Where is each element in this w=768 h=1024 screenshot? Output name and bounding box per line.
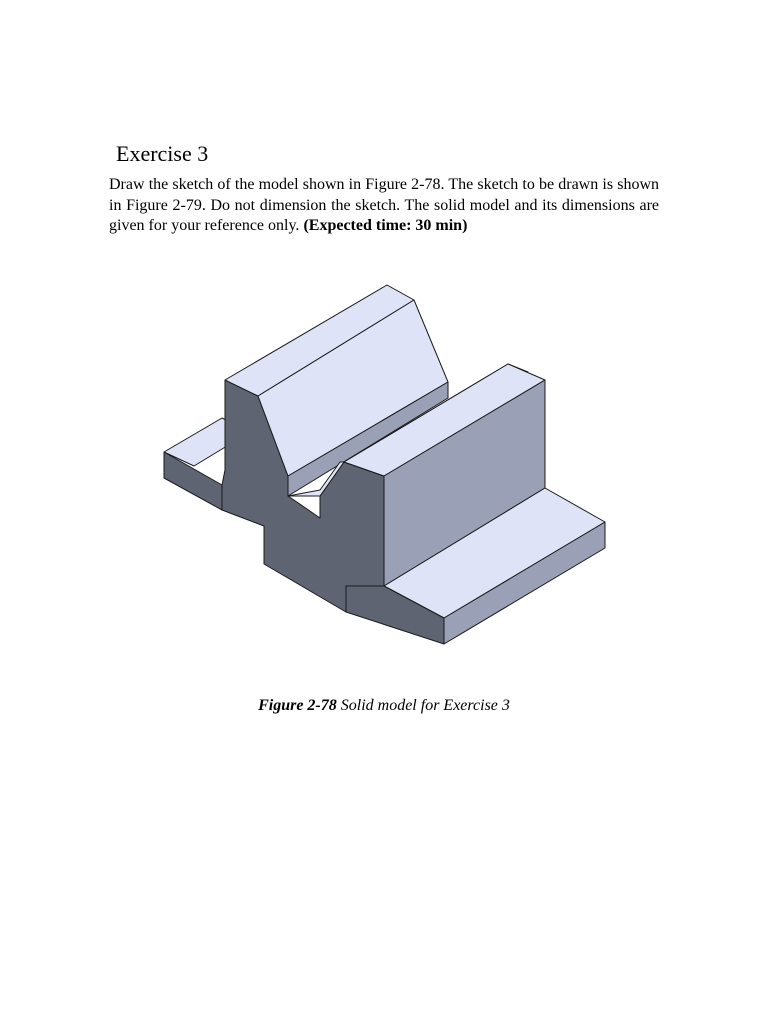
figure-number: Figure 2-78 bbox=[258, 697, 337, 714]
solid-model-illustration bbox=[150, 275, 620, 655]
exercise-title: Exercise 3 bbox=[116, 141, 209, 166]
solid-model-figure bbox=[150, 275, 620, 655]
instructions-text: Draw the sketch of the model shown in Figure 2-78. The sketch to be drawn is shown in Figure 2-79. Do not dimension the sketch. The solid model and its dimensions are given for your reference only. bbox=[109, 176, 659, 234]
figure-caption bbox=[0, 696, 768, 716]
exercise-instructions bbox=[109, 175, 659, 237]
expected-time: (Expected time: 30 min) bbox=[303, 217, 468, 234]
figure-caption-text: Solid model for Exercise 3 bbox=[340, 697, 510, 714]
